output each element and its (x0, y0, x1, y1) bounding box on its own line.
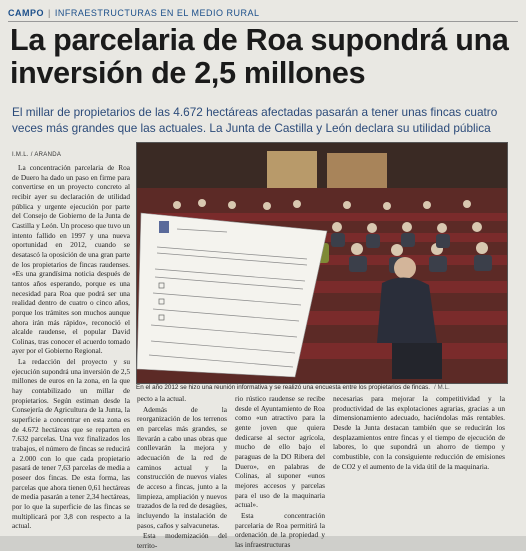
section-header (8, 6, 518, 20)
paragraph: Además de la reorganización de los terrenos en parcelas más grandes, se llevarán a cabo unas obras que conllevarán la mejora y adecuación de la red de caminos actual y la construcción de nuevos viales de acceso a fincas, junto a la limpieza, ampliación y nuevos trazados de la red de desagües, incluyendo la instalación de pasos, caños y salvacunetas. (137, 404, 227, 530)
photo-credit: / M.L. (434, 384, 450, 391)
paragraph: necesarias para mejorar la competitividad y la productividad de las explotaciones agrarias, gracias a un dimensionamiento adecuado, haciéndolas más rentables. Desde la Junta destacan también que se reducirán los desplazamientos entre fincas y el tiempo de ejecución de labores, lo que supondrá un ahorro de tiempo y combustible, con la consiguiente reducción de emisiones de CO2 y el aumento de la vida útil de la maquinaria. (333, 394, 505, 471)
caption-text: En el año 2012 se hizo una reunión informativa y se realizó una encuesta entre los propietarios de fincas. (136, 384, 431, 391)
paragraph: Esta modernización del territo- (137, 531, 227, 550)
section-separator: | (48, 8, 51, 18)
header-divider (8, 21, 518, 22)
article-column-4 (333, 394, 505, 536)
meeting-photo-illustration (137, 143, 507, 383)
headline: La parcelaria de Roa supondrá una inversión de 2,5 millones (10, 23, 509, 90)
photo-caption (136, 384, 508, 392)
paragraph: La redacción del proyecto y su ejecución supondrá una inversión de 2,5 millones de euros en la zona, en la que hay contabilizado un millar de propietarios. Según estiman desde la Consejería de Agricultura de la Junta, la superficie a concentrar en esta zona es de 4.672 hectáreas que se reparten en 7.632 parcelas. Una vez finalizados los trabajos, el número de fincas se reducirá a 2.000 con lo que cada propietario pasará de tener 7,63 parcelas de media a poseer dos fincas. De esta forma, las parcelas que ahora tienen 0,61 hectáreas de media pasarán a tener 2,34 hectáreas, por lo que la superficie de las fincas se multiplicará por 3,8 con respecto a la actual. (12, 357, 130, 531)
subsection-label: INFRAESTRUCTURAS EN EL MEDIO RURAL (54, 8, 260, 18)
section-label: CAMPO (8, 8, 44, 18)
news-photo (136, 142, 508, 384)
article-column-1 (12, 163, 130, 535)
paragraph: rio rústico raudense se recibe desde el Ayuntamiento de Roa como «un atractivo para la gente joven que quiera dedicarse al sector agrícola, mucho de ello bajo el paraguas de la DO Ribera del Duero», en palabras de Colinas, al suponer «unos mejores accesos y parcelas para el uso de la maquinaria actual». (235, 394, 325, 510)
paragraph: Esta concentración parcelaria de Roa permitirá la ordenación de la propiedad y las infraestructuras (235, 510, 325, 549)
byline: I.M.L. / ARANDA (12, 152, 62, 158)
subheadline: El millar de propietarios de las 4.672 hectáreas afectadas pasarán a tener unas fincas cuatro veces más grandes que las actuales. La Junta de Castilla y León declara su utilidad pública (12, 105, 498, 135)
paragraph: pecto a la actual. (137, 394, 187, 403)
paragraph: La concentración parcelaria de Roa de Duero ha dado un paso en firme para convertirse en un proyecto concreto al recibir ayer su declaración de utilidad pública y urgente ejecución por parte del Consejo de Gobierno de la Junta de Castilla y León. Un proceso que tuvo un intento fallido en 1997 y una nueva oportunidad en 2012, cuando se desatascó la oposición de una gran parte de los propietarios de fincas raudenses. «Es una grandísima noticia después de tantos años esperando, porque es una necesidad para Roa que podrá ser una realidad dentro de cuatro o cinco años, porque los trámites son muchos aunque ahora irán más rápido», reconoció el alcalde raudense, el popular David Colinas, tras conocer el acuerdo tomado ayer por el Gobierno Regional. (12, 163, 130, 356)
article-column-2 (137, 394, 227, 550)
article-column-3 (235, 394, 325, 549)
